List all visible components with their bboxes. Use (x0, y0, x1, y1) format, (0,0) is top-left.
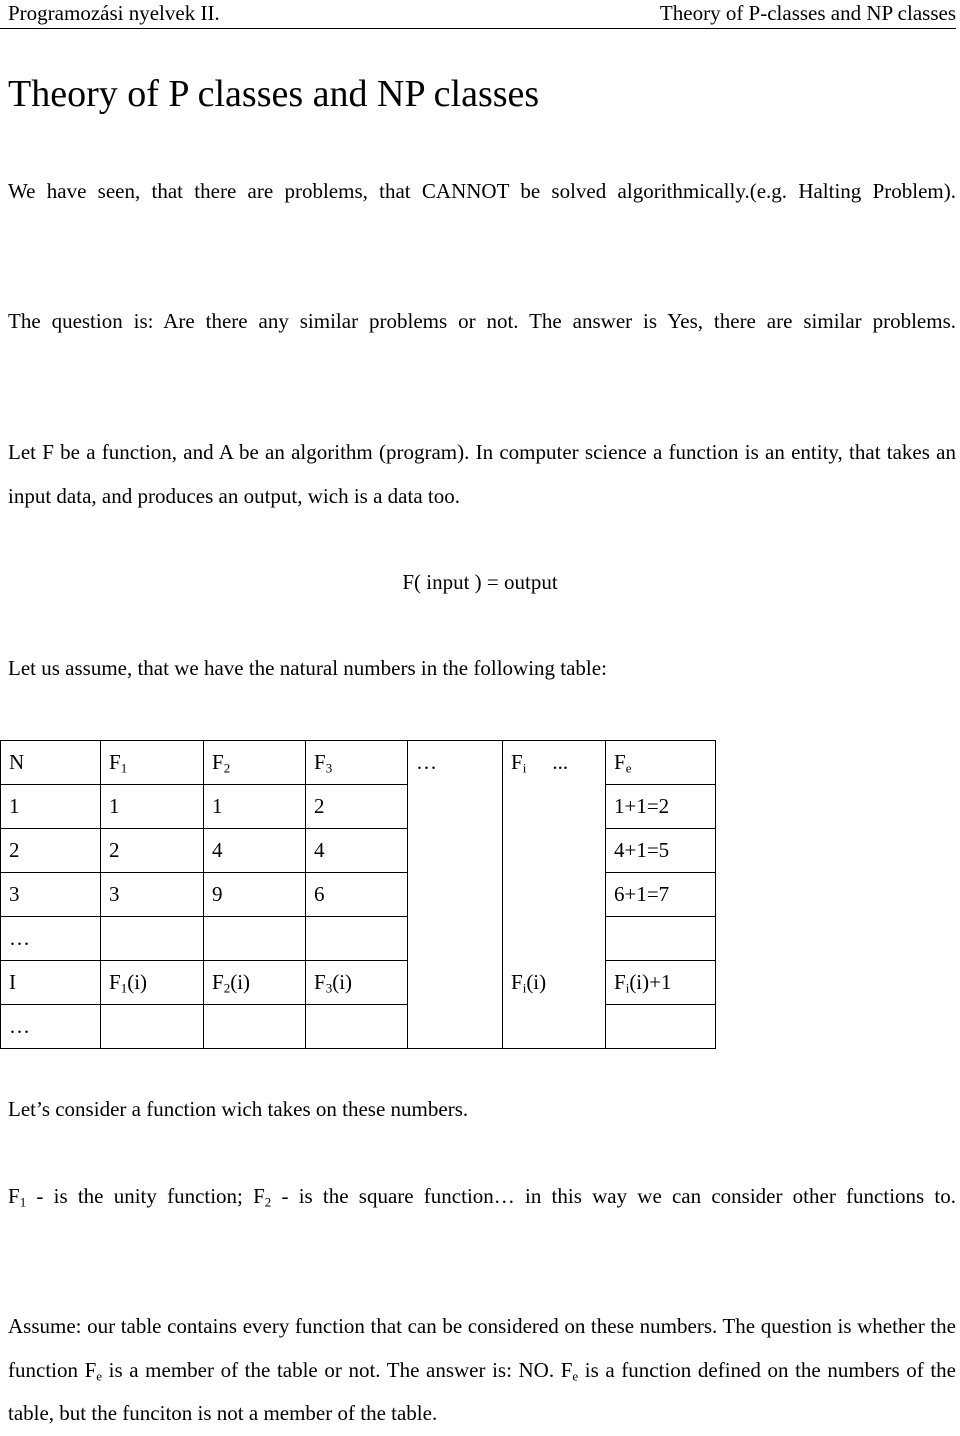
paragraph-table-intro: Let us assume, that we have the natural numbers in the following table: (8, 656, 607, 680)
table-cell: … (1, 917, 101, 961)
table-row (1, 829, 716, 873)
header-cell-dots: … (408, 741, 503, 785)
table-cell: 1 (204, 785, 306, 829)
table-cell (101, 1005, 204, 1049)
table-cell: 6 (306, 873, 408, 917)
table-cell: … (1, 1005, 101, 1049)
paragraph-definition: Let F be a function, and A be an algorithm (program). In computer science a function is an entity, that takes an input data, and produces an output, wich is a data too. (8, 440, 956, 508)
table-cell (606, 1005, 716, 1049)
table-cell (503, 785, 606, 829)
table-cell (503, 829, 606, 873)
table-cell: 2 (306, 785, 408, 829)
paragraph-consider: Let’s consider a function wich takes on these numbers. (8, 1097, 469, 1121)
header-cell-f2: $F_2$ (204, 741, 306, 785)
table-cell: 6+1=7 (606, 873, 716, 917)
header-cell-n: N (1, 741, 101, 785)
table-row (1, 1005, 716, 1049)
table-cell (101, 917, 204, 961)
table-row (1, 917, 716, 961)
header-cell-f1: $F_1$ (101, 741, 204, 785)
function-table (0, 740, 716, 1049)
table-cell (503, 1005, 606, 1049)
table-cell: $F_i(i)$ (503, 961, 606, 1005)
table-cell: $F_3(i)$ (306, 961, 408, 1005)
header-cell-fi: $F_i$ ... (503, 741, 606, 785)
table-cell: 3 (101, 873, 204, 917)
table-cell: 2 (101, 829, 204, 873)
table-cell: 1 (101, 785, 204, 829)
table-cell (408, 961, 503, 1005)
table-row (1, 873, 716, 917)
table-cell: 4+1=5 (606, 829, 716, 873)
table-cell (408, 873, 503, 917)
formula: F( input ) = output (402, 570, 558, 594)
table-cell: 9 (204, 873, 306, 917)
table-cell (306, 1005, 408, 1049)
table-cell (503, 917, 606, 961)
table-cell: $F_1(i)$ (101, 961, 204, 1005)
page-header (0, 0, 956, 29)
table-cell: 4 (306, 829, 408, 873)
paragraph-assume: Assume: our table contains every function that can be considered on these numbers. The question is whether the function $F_e$ is a member of the table or not. The answer is: NO. $F_e$ is a function defined on the numbers of the table, but the funciton is not a member of the table. (8, 1314, 956, 1425)
table-header-row (1, 741, 716, 785)
paragraph-functions: $F_1$ - is the unity function; $F_2$ - is the square function… in this way we can consider other functions to. (8, 1184, 956, 1210)
table-cell (204, 1005, 306, 1049)
header-chapter-title: Theory of P-classes and NP classes (659, 1, 956, 25)
header-cell-fe: $F_e$ (606, 741, 716, 785)
table-cell: 4 (204, 829, 306, 873)
header-cell-f3: $F_3$ (306, 741, 408, 785)
table-cell: 3 (1, 873, 101, 917)
table-cell (503, 873, 606, 917)
table-cell (606, 917, 716, 961)
table-cell: I (1, 961, 101, 1005)
table-cell: $F_2(i)$ (204, 961, 306, 1005)
table-cell (408, 1005, 503, 1049)
table-row-i (1, 961, 716, 1005)
table-cell (408, 785, 503, 829)
table-cell: 1+1=2 (606, 785, 716, 829)
table-cell (204, 917, 306, 961)
table-row (1, 785, 716, 829)
table-cell (306, 917, 408, 961)
header-course-title: Programozási nyelvek II. (8, 1, 220, 25)
table-cell: 2 (1, 829, 101, 873)
table-cell: 1 (1, 785, 101, 829)
table-cell (408, 917, 503, 961)
table-cell: $F_i(i)+1$ (606, 961, 716, 1005)
page-title: Theory of P classes and NP classes (8, 73, 540, 115)
paragraph-intro: We have seen, that there are problems, that CANNOT be solved algorithmically.(e.g. Halting Problem). (8, 179, 956, 203)
table-cell (408, 829, 503, 873)
paragraph-question: The question is: Are there any similar problems or not. The answer is Yes, there are similar problems. (8, 309, 956, 333)
